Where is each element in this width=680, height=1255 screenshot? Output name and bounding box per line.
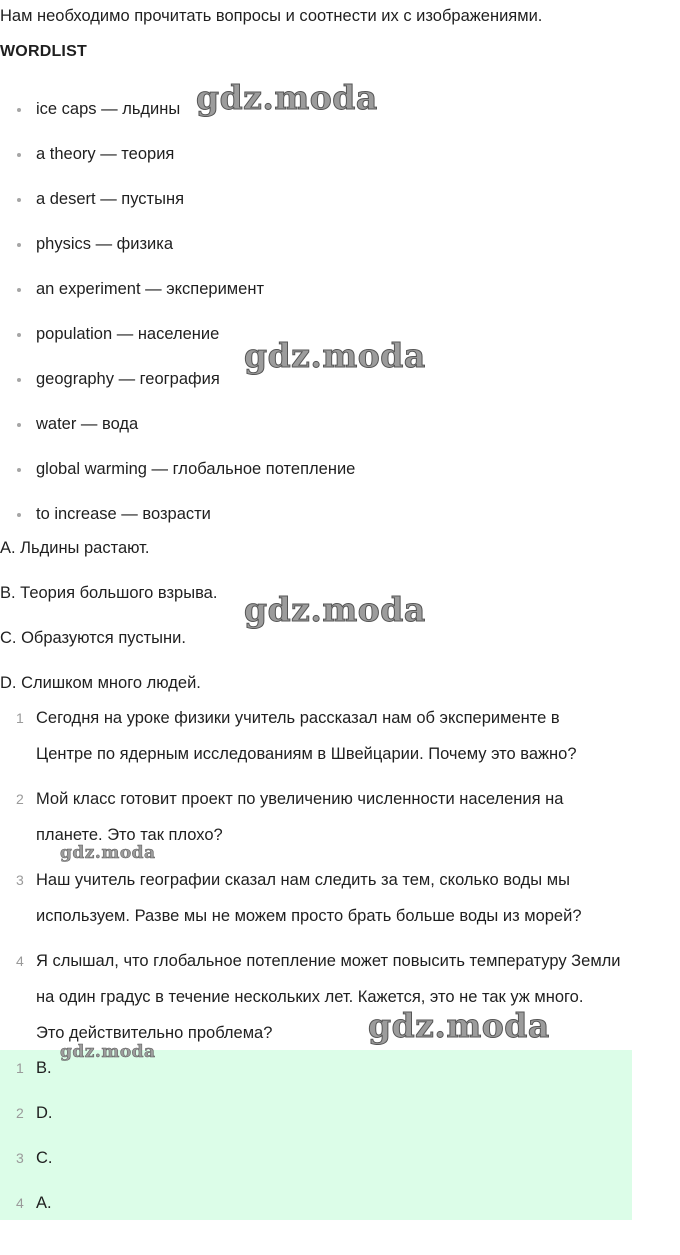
bullet-icon bbox=[17, 108, 21, 112]
bullet-icon bbox=[17, 198, 21, 202]
answers-block bbox=[0, 1050, 632, 1220]
intro-text: Нам необходимо прочитать вопросы и соотнести их с изображениями. bbox=[0, 7, 543, 25]
option-c: C. Образуются пустыни. bbox=[0, 629, 186, 647]
answer-number: 4 bbox=[16, 1195, 24, 1211]
question-text: Мой класс готовит проект по увеличению численности населения на планете. Это так плохо? bbox=[36, 790, 564, 844]
answer-number: 3 bbox=[16, 1150, 24, 1166]
question-number: 3 bbox=[16, 872, 24, 888]
question-text: Я слышал, что глобальное потепление может повысить температуру Земли на один градус в течение нескольких лет. Кажется, это не так уж много. Это действительно проблема? bbox=[36, 952, 621, 1042]
answer-row bbox=[0, 1185, 632, 1230]
bullet-icon bbox=[17, 333, 21, 337]
bullet-icon bbox=[17, 288, 21, 292]
watermark: gdz.moda bbox=[60, 1042, 156, 1062]
question-number: 4 bbox=[16, 953, 24, 969]
answer-row bbox=[0, 1095, 632, 1140]
bullet-icon bbox=[17, 513, 21, 517]
option-d: D. Слишком много людей. bbox=[0, 674, 201, 692]
question-number: 2 bbox=[16, 791, 24, 807]
bullet-icon bbox=[17, 243, 21, 247]
question-text: Наш учитель географии сказал нам следить за тем, сколько воды мы используем. Разве мы не можем просто брать больше воды из морей? bbox=[36, 871, 582, 925]
answer-number: 1 bbox=[16, 1060, 24, 1076]
bullet-icon bbox=[17, 153, 21, 157]
bullet-icon bbox=[17, 423, 21, 427]
answer-value: A. bbox=[36, 1194, 52, 1212]
option-b: B. Теория большого взрыва. bbox=[0, 584, 218, 602]
watermark: gdz.moda bbox=[244, 590, 426, 629]
watermark: gdz.moda bbox=[368, 1006, 550, 1045]
watermark: gdz.moda bbox=[196, 78, 378, 117]
question-text: Сегодня на уроке физики учитель рассказал нам об эксперименте в Центре по ядерным исследованиям в Швейцарии. Почему это важно? bbox=[36, 709, 577, 763]
answer-value: D. bbox=[36, 1104, 53, 1122]
bullet-icon bbox=[17, 468, 21, 472]
answer-value: C. bbox=[36, 1149, 53, 1167]
watermark: gdz.moda bbox=[244, 336, 426, 375]
question-number: 1 bbox=[16, 710, 24, 726]
answer-value: B. bbox=[36, 1059, 52, 1077]
wordlist-heading: WORDLIST bbox=[0, 43, 87, 60]
bullet-icon bbox=[17, 378, 21, 382]
watermark: gdz.moda bbox=[60, 843, 156, 863]
answer-number: 2 bbox=[16, 1105, 24, 1121]
option-a: A. Льдины растают. bbox=[0, 539, 150, 557]
answer-row bbox=[0, 1140, 632, 1185]
